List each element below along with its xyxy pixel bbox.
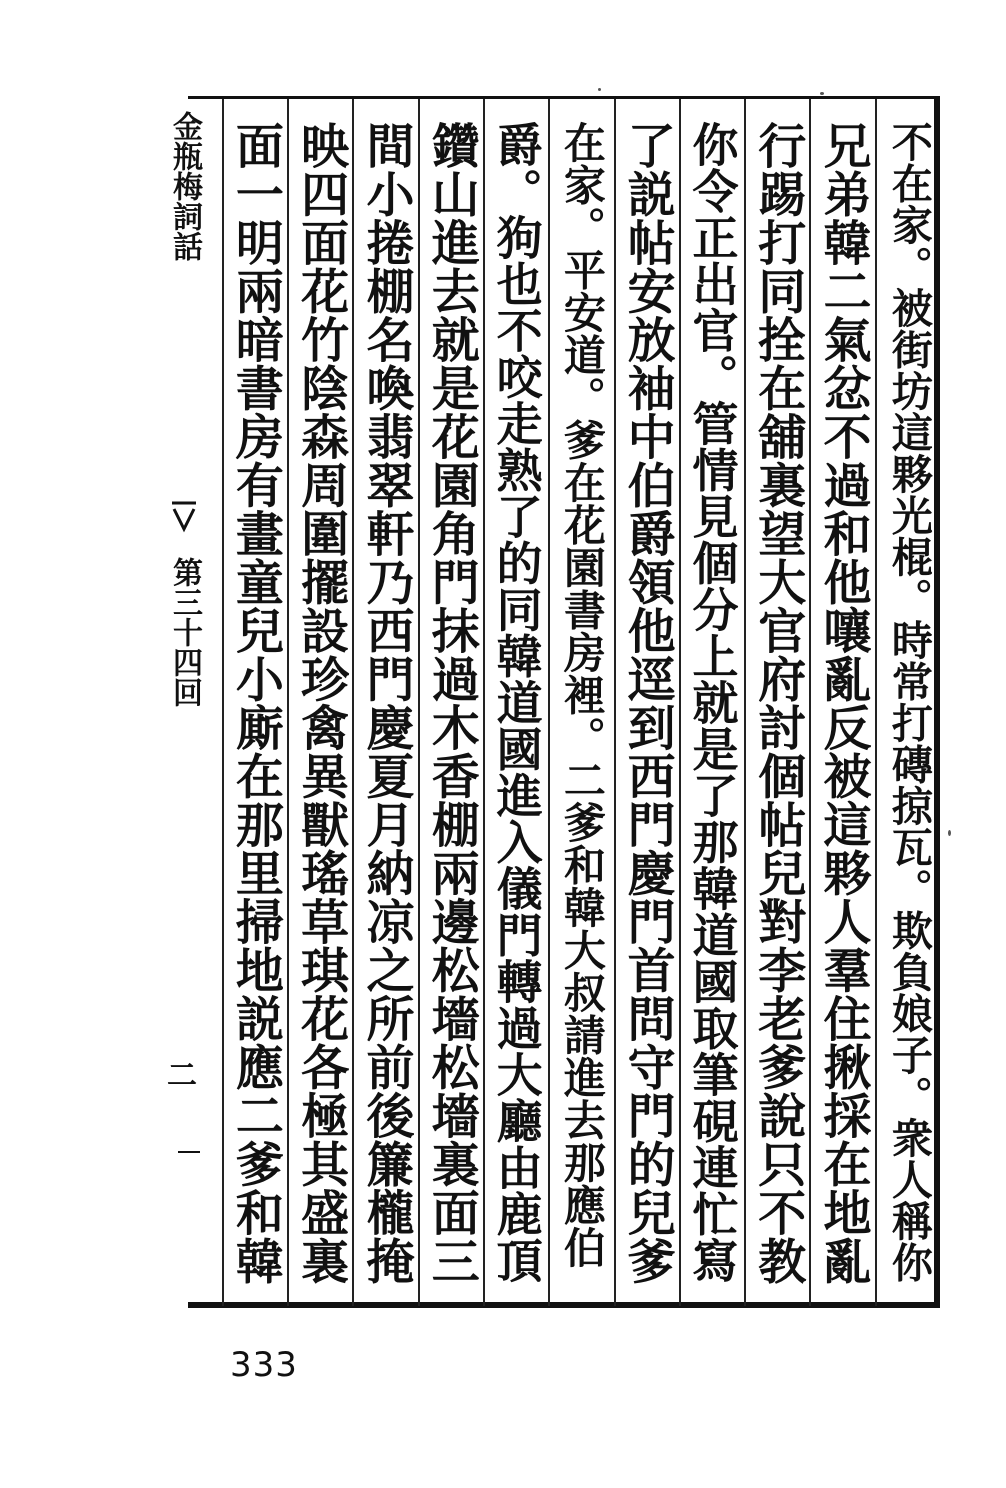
text-column bbox=[548, 99, 613, 1306]
text-column bbox=[744, 99, 809, 1306]
margin-rule bbox=[178, 1151, 200, 1153]
folio-number: 二 bbox=[161, 1059, 196, 1089]
column-text: 面一明兩暗書房有畫童兒小廝在那里掃地説應二爹和韓 bbox=[227, 121, 284, 1285]
text-columns bbox=[200, 99, 940, 1306]
column-text: 鑽山進去就是花園角門抹過木香棚兩邊松墻松墻裏面三 bbox=[423, 121, 480, 1285]
text-column bbox=[352, 99, 417, 1306]
scan-speck bbox=[820, 92, 824, 95]
page-number: 333 bbox=[230, 1345, 298, 1385]
text-column bbox=[222, 99, 287, 1306]
column-text: 在家。平安道。爹在花園書房裡。二爹和韓大叔請進去那應伯 bbox=[557, 121, 607, 1269]
column-text: 了説帖安放袖中伯爵領他逕到西門慶門首問守門的兒爹 bbox=[619, 121, 676, 1285]
text-column bbox=[483, 99, 548, 1306]
scan-speck bbox=[948, 830, 951, 836]
text-column bbox=[418, 99, 483, 1306]
fishtail-mark-icon bbox=[170, 499, 198, 539]
text-column bbox=[679, 99, 744, 1306]
column-text: 間小捲棚名喚翡翠軒乃西門慶夏月納凉之所前後簾櫳掩 bbox=[357, 121, 414, 1285]
text-column bbox=[809, 99, 874, 1306]
scan-speck bbox=[598, 88, 601, 91]
text-column bbox=[614, 99, 679, 1306]
column-text: 兄弟韓二氣忿不過和他嚷亂反被這夥人羣住揪採在地亂 bbox=[815, 121, 872, 1285]
column-text: 爵。狗也不咬走熟了的同韓道國進入儀門轉過大廳由鹿頂 bbox=[489, 121, 544, 1284]
book-title: 金瓶梅詞話 bbox=[167, 111, 202, 261]
margin-strip bbox=[161, 99, 202, 1306]
column-text: 行踢打同拴在舖裏望大官府討個帖兒對李老爹說只不教 bbox=[749, 121, 806, 1285]
column-text: 不在家。被街坊這夥光棍。時常打磚掠瓦。欺負娘子。衆人稱你 bbox=[884, 121, 933, 1283]
column-text: 你令正出官。管情見個分上就是了那韓道國取筆硯連忙寫 bbox=[685, 121, 740, 1284]
text-column bbox=[287, 99, 352, 1306]
chapter-label: 第三十四回 bbox=[167, 557, 202, 707]
text-column bbox=[875, 99, 940, 1306]
column-text: 映四面花竹陰森周圍擺設珍禽異獸瑤草琪花各極其盛裏 bbox=[292, 121, 349, 1285]
